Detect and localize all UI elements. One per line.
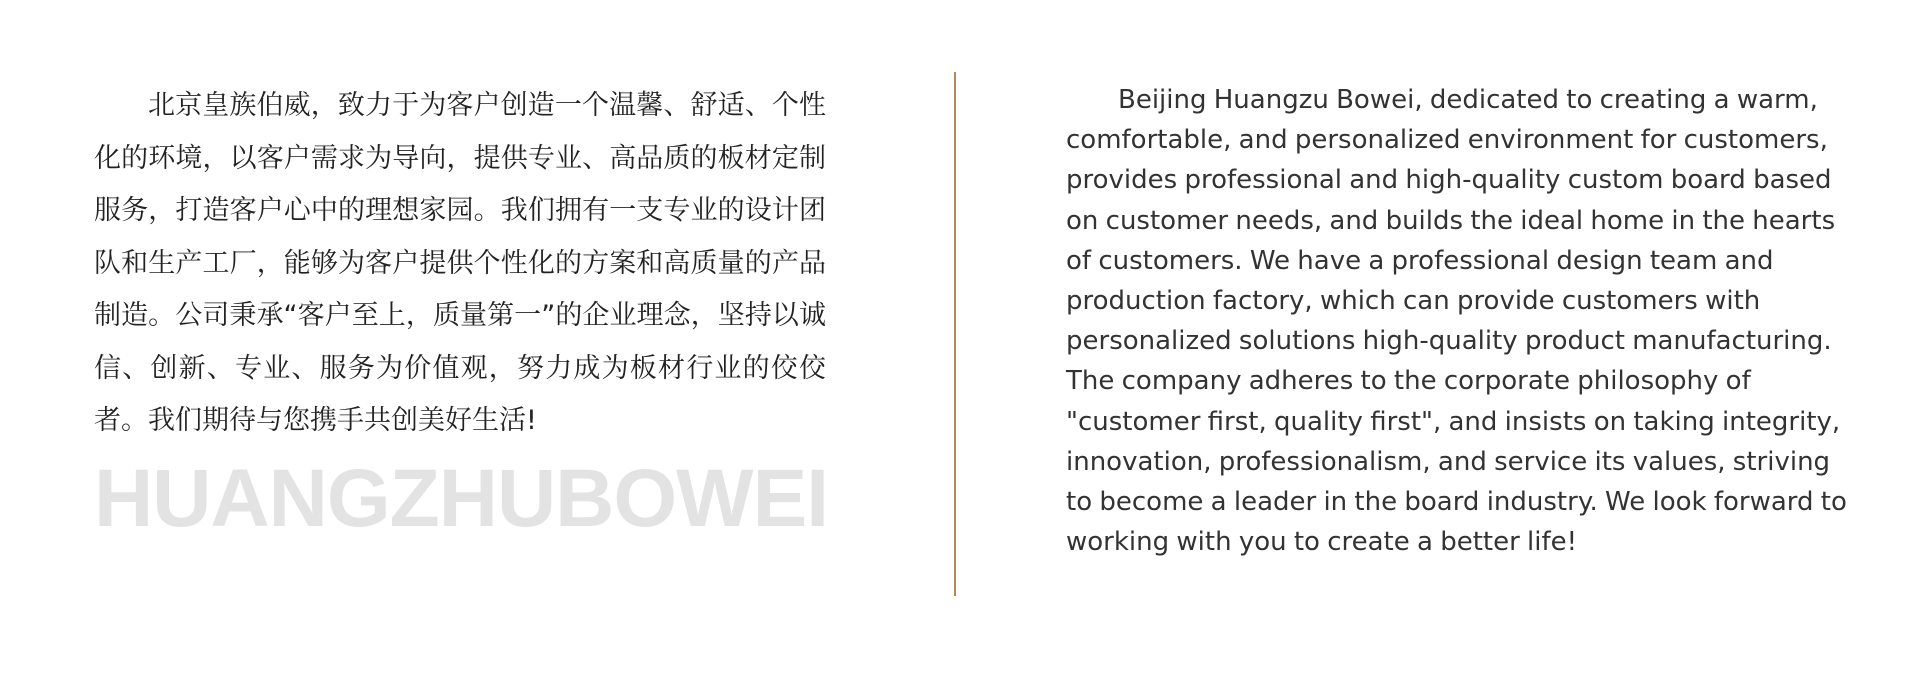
english-section — [1066, 80, 1856, 562]
english-paragraph: Beijing Huangzu Bowei, dedicated to creating a warm, comfortable, and personalized environment for customers, provides professional and high-quality custom board based on customer needs, and builds the ideal home in the hearts of customers. We have a professional design team and production factory, which can provide customers with personalized solutions high-quality product manufacturing. The company adheres to the corporate philosophy of "customer first, quality first", and insists on taking integrity, innovation, professionalism, and service its values, striving to become a leader in the board industry. We look forward to working with you to create a better life! — [1066, 85, 1847, 558]
chinese-paragraph: 北京皇族伯威，致力于为客户创造一个温馨、舒适、个性化的环境，以客户需求为导向，提供专业、高品质的板材定制服务，打造客户心中的理想家园。我们拥有一支专业的设计团队和生产工厂，能够为客户提供个性化的方案和高质量的产品制造。公司秉承“客户至上，质量第一”的企业理念，坚持以诚信、创新、专业、服务为价值观，努力成为板材行业的佼佼者。我们期待与您携手共创美好生活! — [94, 90, 826, 436]
brand-watermark: HUANGZHUBOWEI — [94, 452, 829, 544]
chinese-section — [94, 80, 829, 544]
vertical-divider — [954, 72, 956, 596]
